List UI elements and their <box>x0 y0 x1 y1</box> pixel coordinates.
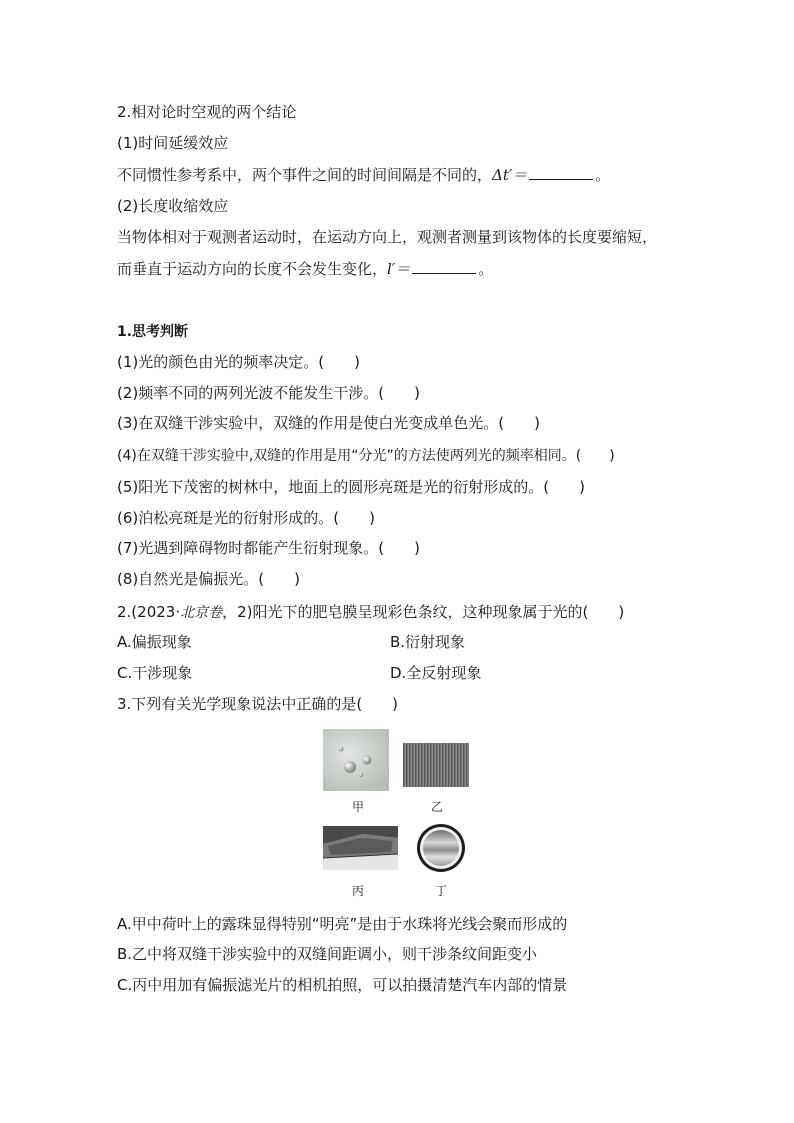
exercise-heading: 1.思考判断 <box>117 324 189 340</box>
stem-prefix: 2.(2023· <box>117 603 181 621</box>
paragraph-text: 不同惯性参考系中，两个事件之间的时间间隔是不同的， <box>117 166 493 184</box>
answer-blank[interactable] <box>529 165 593 180</box>
circular-pattern-photo <box>416 823 466 873</box>
judgement-item: (7)光遇到障碍物时都能产生衍射现象。( ) <box>117 539 420 557</box>
option-c[interactable]: C.干涉现象 <box>117 664 193 682</box>
length-contraction-line2 <box>117 259 493 279</box>
time-dilation-paragraph <box>117 165 610 185</box>
formula-delta-t: Δt′＝ <box>492 166 528 184</box>
caption-yi: 乙 <box>430 800 443 814</box>
car-window-photo <box>323 826 398 870</box>
caption-bing: 丙 <box>351 884 364 898</box>
caption-ding: 丁 <box>434 884 447 898</box>
question-3-stem: 3.下列有关光学现象说法中正确的是( ) <box>117 695 399 713</box>
judgement-item: (2)频率不同的两列光波不能发生干涉。( ) <box>117 384 420 402</box>
stem-suffix: ，2)阳光下的肥皂膜呈现彩色条纹，这种现象属于光的( ) <box>222 603 625 621</box>
car-image <box>323 826 398 870</box>
option-a[interactable]: A.甲中荷叶上的露珠显得特别“明亮”是由于水珠将光线会聚而形成的 <box>117 915 568 933</box>
section-heading: 2.相对论时空观的两个结论 <box>117 103 297 121</box>
question-2-stem <box>117 602 624 623</box>
judgement-item: (3)在双缝干涉实验中，双缝的作用是使白光变成单色光。( ) <box>117 414 540 432</box>
stem-source: 北京卷 <box>180 605 223 621</box>
caption-jia: 甲 <box>351 800 364 814</box>
option-d[interactable]: D.全反射现象 <box>390 664 482 682</box>
option-a[interactable]: A.偏振现象 <box>117 633 192 651</box>
judgement-item: (4)在双缝干涉实验中,双缝的作用是用“分光”的方法使两列光的频率相同。( ) <box>117 448 615 464</box>
subheading-time-dilation: (1)时间延缓效应 <box>117 134 229 152</box>
interference-fringes-photo <box>403 743 469 787</box>
period: 。 <box>478 260 494 278</box>
period: 。 <box>595 166 611 184</box>
option-b[interactable]: B.衍射现象 <box>390 633 466 651</box>
judgement-item: (6)泊松亮斑是光的衍射形成的。( ) <box>117 509 375 527</box>
ring-image <box>416 823 466 873</box>
judgement-item: (8)自然光是偏振光。( ) <box>117 570 300 588</box>
formula-l: l′＝ <box>387 260 411 278</box>
option-b[interactable]: B.乙中将双缝干涉实验中的双缝间距调小，则干涉条纹间距变小 <box>117 945 538 963</box>
dewdrop-image <box>323 729 389 791</box>
judgement-item: (5)阳光下茂密的树林中，地面上的圆形亮斑是光的衍射形成的。( ) <box>117 478 585 496</box>
option-c[interactable]: C.丙中用加有偏振滤光片的相机拍照，可以拍摄清楚汽车内部的情景 <box>117 976 568 994</box>
judgement-item: (1)光的颜色由光的频率决定。( ) <box>117 353 360 371</box>
subheading-length-contraction: (2)长度收缩效应 <box>117 197 229 215</box>
answer-blank[interactable] <box>412 259 476 274</box>
length-contraction-line1: 当物体相对于观测者运动时，在运动方向上，观测者测量到该物体的长度要缩短， <box>117 228 658 246</box>
paragraph-text: 而垂直于运动方向的长度不会发生变化， <box>117 260 388 278</box>
dewdrop-photo <box>323 729 389 791</box>
fringes-image <box>403 743 469 787</box>
